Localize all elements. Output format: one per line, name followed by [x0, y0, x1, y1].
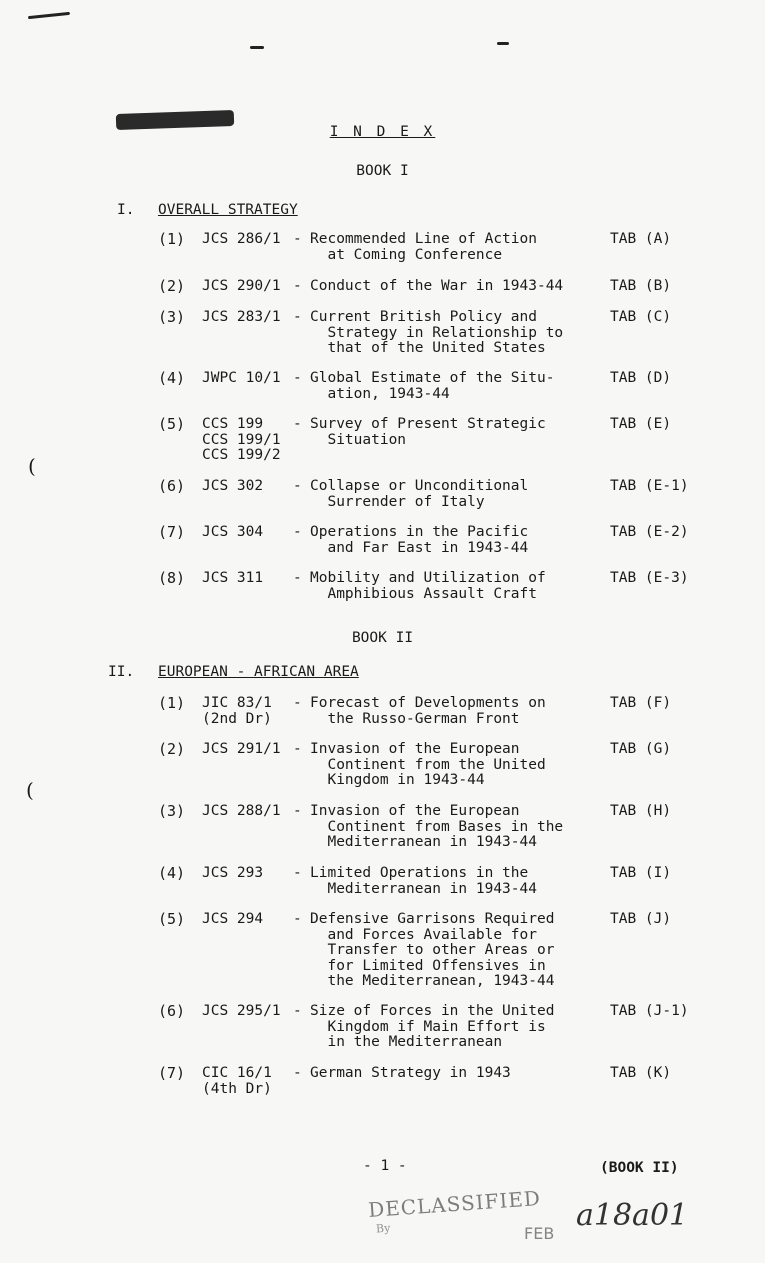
entry-description: Invasion of the European Continent from Bases in the Mediterranean in 1943-44: [310, 803, 564, 850]
book-two-heading: BOOK II: [351, 630, 414, 646]
document-id: JCS 294: [202, 911, 264, 927]
entry-dash: -: [293, 231, 302, 247]
document-id: JCS 283/1: [202, 309, 281, 325]
entry-dash: -: [293, 803, 302, 819]
entry-dash: -: [293, 278, 302, 294]
entry-number: (5): [158, 415, 186, 433]
entry-number: (5): [158, 910, 186, 928]
entry-description: Collapse or Unconditional Surrender of Italy: [310, 478, 529, 510]
document-id: JCS 290/1: [202, 278, 281, 294]
tab-reference: TAB (J-1): [610, 1003, 689, 1019]
entry-description: Survey of Present Strategic Situation: [310, 416, 546, 448]
tab-reference: TAB (B): [610, 278, 672, 294]
document-id: JWPC 10/1: [202, 370, 281, 386]
section-number: II.: [108, 664, 135, 680]
stamp-by-text: By: [375, 1221, 391, 1236]
document-id: JCS 288/1: [202, 803, 281, 819]
entry-number: (2): [158, 277, 186, 295]
entry-dash: -: [293, 570, 302, 586]
entry-number: (6): [158, 1002, 186, 1020]
entry-description: Invasion of the European Continent from the United Kingdom in 1943-44: [310, 741, 546, 788]
entry-dash: -: [293, 309, 302, 325]
document-id: JCS 295/1: [202, 1003, 281, 1019]
entry-description: Recommended Line of Action at Coming Conference: [310, 231, 537, 263]
tab-reference: TAB (D): [610, 370, 672, 386]
tab-reference: TAB (C): [610, 309, 672, 325]
entry-number: (1): [158, 694, 186, 712]
tab-reference: TAB (K): [610, 1065, 672, 1081]
entry-description: Size of Forces in the United Kingdom if Main Effort is in the Mediterranean: [310, 1003, 555, 1050]
tab-reference: TAB (H): [610, 803, 672, 819]
entry-description: Conduct of the War in 1943-44: [310, 278, 564, 294]
entry-description: Mobility and Utilization of Amphibious Assault Craft: [310, 570, 546, 602]
page-number: - 1 -: [363, 1158, 407, 1174]
entry-dash: -: [293, 1003, 302, 1019]
tab-reference: TAB (A): [610, 231, 672, 247]
entry-number: (2): [158, 740, 186, 758]
document-id: JCS 286/1: [202, 231, 281, 247]
section-title: OVERALL STRATEGY: [158, 202, 298, 218]
entry-dash: -: [293, 416, 302, 432]
document-id: JCS 311: [202, 570, 264, 586]
document-id: CIC 16/1 (4th Dr): [202, 1065, 272, 1097]
document-id: JCS 302: [202, 478, 264, 494]
entry-number: (7): [158, 1064, 186, 1082]
entry-dash: -: [293, 370, 302, 386]
entry-number: (8): [158, 569, 186, 587]
tab-reference: TAB (I): [610, 865, 672, 881]
document-id: JCS 304: [202, 524, 264, 540]
margin-mark: (: [26, 778, 34, 802]
entry-number: (1): [158, 230, 186, 248]
section-title: EUROPEAN - AFRICAN AREA: [158, 664, 359, 680]
stamp-month: FEB: [524, 1224, 555, 1243]
entry-dash: -: [293, 911, 302, 927]
document-id: JCS 293: [202, 865, 264, 881]
book-one-heading: BOOK I: [356, 163, 409, 179]
entry-dash: -: [293, 1065, 302, 1081]
section-number: I.: [117, 202, 135, 218]
entry-dash: -: [293, 741, 302, 757]
entry-description: Forecast of Developments on the Russo-German Front: [310, 695, 546, 727]
book-label: (BOOK II): [600, 1160, 679, 1176]
page-title: I N D E X: [329, 124, 436, 140]
entry-number: (3): [158, 802, 186, 820]
entry-number: (4): [158, 369, 186, 387]
tab-reference: TAB (E-2): [610, 524, 689, 540]
entry-description: Current British Policy and Strategy in Relationship to that of the United States: [310, 309, 564, 356]
scan-mark: [28, 12, 70, 19]
entry-number: (3): [158, 308, 186, 326]
entry-dash: -: [293, 865, 302, 881]
document-id: JIC 83/1 (2nd Dr): [202, 695, 272, 727]
tab-reference: TAB (E-3): [610, 570, 689, 586]
entry-number: (7): [158, 523, 186, 541]
margin-mark: (: [28, 454, 36, 478]
scan-mark: [250, 46, 264, 49]
document-id: CCS 199 CCS 199/1 CCS 199/2: [202, 416, 281, 463]
entry-description: Limited Operations in the Mediterranean in 1943-44: [310, 865, 537, 897]
entry-dash: -: [293, 524, 302, 540]
entry-description: Global Estimate of the Situ- ation, 1943-44: [310, 370, 555, 402]
entry-dash: -: [293, 478, 302, 494]
tab-reference: TAB (F): [610, 695, 672, 711]
tab-reference: TAB (E): [610, 416, 672, 432]
handwritten-note: a18a01: [576, 1198, 689, 1233]
document-id: JCS 291/1: [202, 741, 281, 757]
tab-reference: TAB (E-1): [610, 478, 689, 494]
tab-reference: TAB (G): [610, 741, 672, 757]
entry-number: (6): [158, 477, 186, 495]
entry-dash: -: [293, 695, 302, 711]
tab-reference: TAB (J): [610, 911, 672, 927]
entry-number: (4): [158, 864, 186, 882]
entry-description: Operations in the Pacific and Far East in 1943-44: [310, 524, 529, 556]
declassified-stamp: DECLASSIFIED: [367, 1185, 542, 1223]
entry-description: Defensive Garrisons Required and Forces Available for Transfer to other Areas or for Limited Offensives in the Mediterranean, 1943-44: [310, 911, 555, 989]
entry-description: German Strategy in 1943: [310, 1065, 511, 1081]
scan-mark: [497, 42, 509, 45]
